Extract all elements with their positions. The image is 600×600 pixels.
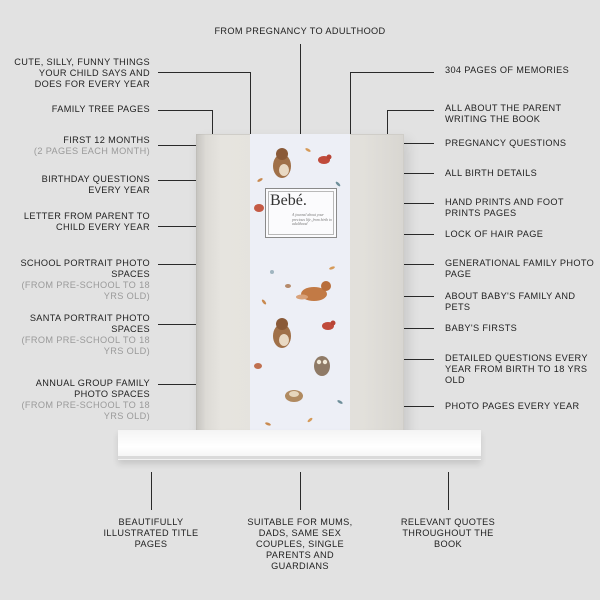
shelf-edge: [118, 456, 481, 459]
illustrated-band: [250, 134, 350, 440]
connector-line: [151, 472, 152, 510]
callout-text: ANNUAL GROUP FAMILY PHOTO SPACES: [35, 378, 150, 399]
callout-text: FIRST 12 MONTHS: [63, 135, 150, 145]
connector-line: [250, 72, 251, 134]
callout-304-pages: 304 PAGES OF MEMORIES: [445, 65, 570, 75]
callout-text: LETTER FROM PARENT TO CHILD EVERY YEAR: [23, 211, 150, 232]
callout-babys-firsts: BABY'S FIRSTS: [445, 323, 518, 333]
callout-family-tree: [10, 104, 150, 115]
woodland-illustration: [250, 134, 350, 440]
callout-group-family: [10, 378, 150, 422]
callout-text: FAMILY TREE PAGES: [51, 104, 150, 114]
callout-suitable-for: SUITABLE FOR MUMS, DADS, SAME SEX COUPLES, SINGLE PARENTS AND GUARDIANS: [247, 517, 353, 571]
connector-line: [300, 44, 301, 134]
callout-generational-photo: GENERATIONAL FAMILY PHOTO PAGE: [445, 258, 595, 279]
callout-text: SCHOOL PORTRAIT PHOTO SPACES: [20, 258, 150, 279]
connector-line: [350, 72, 434, 73]
callout-text: SANTA PORTRAIT PHOTO SPACES: [29, 313, 150, 334]
callout-first-12-months: [10, 135, 150, 157]
connector-line: [158, 72, 250, 73]
connector-line: [404, 173, 434, 174]
connector-line: [350, 72, 351, 134]
callout-about-parent: ALL ABOUT THE PARENT WRITING THE BOOK: [445, 103, 562, 124]
book-subtitle: A journal about your precious life, from birth to adulthood: [292, 213, 332, 226]
connector-line: [404, 328, 434, 329]
callout-detailed-questions: DETAILED QUESTIONS EVERY YEAR FROM BIRTH TO 18 YRS OLD: [445, 353, 588, 385]
callout-text: CUTE, SILLY, FUNNY THINGS YOUR CHILD SAYS AND DOES FOR EVERY YEAR: [14, 57, 150, 89]
callout-hand-prints: HAND PRINTS AND FOOT PRINTS PAGES: [445, 197, 564, 218]
callout-illustrated-pages: BEAUTIFULLY ILLUSTRATED TITLE PAGES: [103, 517, 199, 549]
callout-relevant-quotes: RELEVANT QUOTES THROUGHOUT THE BOOK: [400, 517, 496, 549]
connector-line: [448, 472, 449, 510]
connector-line: [404, 296, 434, 297]
book-spine: [196, 134, 206, 440]
connector-line: [158, 226, 196, 227]
callout-family-pets: ABOUT BABY'S FAMILY AND PETS: [445, 291, 576, 312]
callout-letter: [10, 211, 150, 233]
connector-line: [158, 264, 196, 265]
connector-line: [212, 110, 213, 134]
callout-school-portrait: [10, 258, 150, 302]
callout-top: FROM PREGNANCY TO ADULTHOOD: [214, 26, 386, 36]
connector-line: [387, 110, 434, 111]
callout-birth-details: ALL BIRTH DETAILS: [445, 168, 538, 178]
callout-photo-pages: PHOTO PAGES EVERY YEAR: [445, 401, 580, 411]
callout-text: BIRTHDAY QUESTIONS EVERY YEAR: [41, 174, 150, 195]
connector-line: [404, 143, 434, 144]
connector-line: [300, 472, 301, 510]
callout-subtext: (FROM PRE-SCHOOL TO 18 YRS OLD): [21, 400, 150, 421]
callout-lock-of-hair: LOCK OF HAIR PAGE: [445, 229, 544, 239]
book-title: Bebé.: [270, 192, 307, 209]
connector-line: [158, 180, 196, 181]
connector-line: [387, 110, 388, 134]
callout-subtext: (2 PAGES EACH MONTH): [33, 146, 150, 156]
connector-line: [404, 203, 434, 204]
connector-line: [404, 234, 434, 235]
connector-line: [158, 324, 196, 325]
callout-subtext: (FROM PRE-SCHOOL TO 18 YRS OLD): [21, 335, 150, 356]
callout-santa-portrait: [10, 313, 150, 357]
connector-line: [158, 110, 212, 111]
connector-line: [404, 264, 434, 265]
callout-pregnancy-questions: PREGNANCY QUESTIONS: [445, 138, 567, 148]
connector-line: [158, 145, 196, 146]
connector-line: [404, 359, 434, 360]
callout-funny-things: [10, 57, 150, 90]
connector-line: [404, 406, 434, 407]
connector-line: [158, 384, 196, 385]
callout-birthday-questions: [10, 174, 150, 196]
callout-subtext: (FROM PRE-SCHOOL TO 18 YRS OLD): [21, 280, 150, 301]
